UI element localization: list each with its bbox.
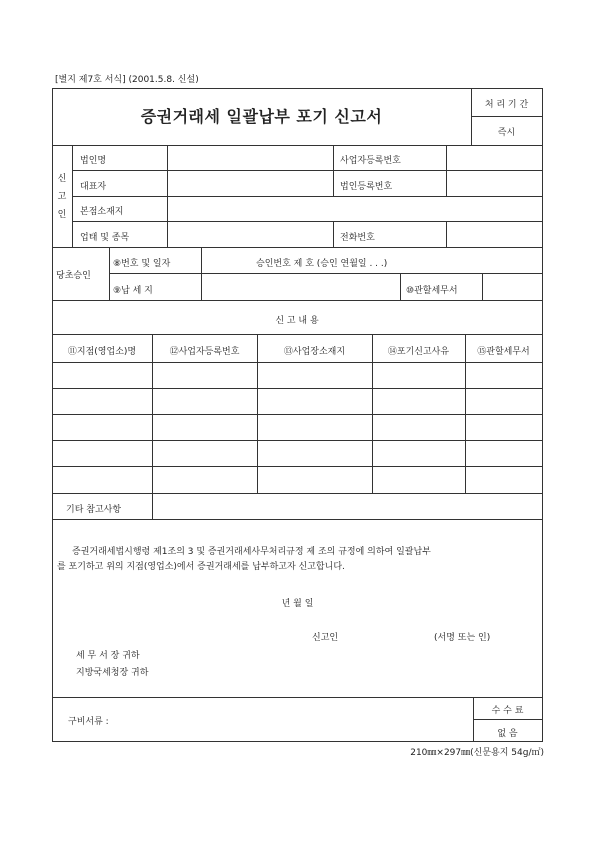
frame-right [542,88,543,742]
report-cell-reason[interactable] [375,417,462,438]
report-cell-tax-office[interactable] [468,391,539,412]
applicant-row-line-2 [72,196,542,197]
report-row-line-2 [52,414,543,415]
payment-place-label: ⑨납 세 지 [113,286,153,296]
business-reg-field[interactable] [449,148,539,168]
report-cell-branch[interactable] [55,417,149,438]
tax-office-label: ⑩관할세무서 [406,286,458,296]
approval-section-label: 당초승인 [56,271,91,281]
hq-address-field[interactable] [170,199,539,219]
report-cell-business-reg[interactable] [155,469,254,491]
report-section-title: 신 고 내 용 [275,316,319,326]
report-cell-address[interactable] [260,417,369,438]
declaration-line-1: 증권거래세법시행령 제1조의 3 및 증권거래세사무처리규정 제 조의 규정에 의하여 일괄납부 [72,547,431,557]
reporter-label: 신고인 [312,633,339,643]
report-col-branch: ⑪지점(영업소)명 [67,347,137,357]
corp-name-field[interactable] [170,148,330,168]
processing-period-value: 즉시 [497,128,516,138]
other-notes-label: 기타 참고사항 [66,505,122,515]
fee-value: 없 음 [497,729,518,739]
approval-label-divider [201,247,202,301]
report-title-bottom [52,334,543,335]
applicant-mid-divider-b [333,221,334,247]
processing-divider [471,116,542,117]
report-cell-address[interactable] [260,469,369,491]
report-cell-tax-office[interactable] [468,417,539,438]
report-cell-tax-office[interactable] [468,365,539,386]
declaration-line-2: 를 포기하고 위의 지점(영업소)에서 증권거래세를 납부하고자 신고합니다. [57,562,345,572]
paper-spec: 210㎜×297㎜(신문용지 54g/㎡) [410,748,544,758]
report-row-line-3 [52,440,543,441]
other-notes-field[interactable] [155,496,539,517]
report-cell-tax-office[interactable] [468,469,539,491]
report-cell-reason[interactable] [375,443,462,464]
frame-bottom [52,741,543,742]
report-cell-business-reg[interactable] [155,417,254,438]
report-header-bottom [52,362,543,363]
approval-tax-office-left [400,273,401,301]
phone-label: 전화번호 [340,233,375,243]
tax-office-field[interactable] [485,276,539,298]
signature-label: (서명 또는 인) [434,633,491,643]
report-cell-address[interactable] [260,443,369,464]
phone-field[interactable] [449,224,539,244]
report-cell-branch[interactable] [55,469,149,491]
representative-label: 대표자 [80,182,107,192]
approval-section-bottom [52,300,543,301]
applicant-row-line-3 [72,221,542,222]
documents-label: 구비서류 : [68,717,109,727]
other-notes-bottom [52,519,543,520]
applicant-label-divider [167,145,168,247]
form-reference: [별지 제7호 서식] (2001.5.8. 신설) [55,75,199,85]
approval-number-text: 승인번호 제 호 (승인 연월일 . . .) [256,259,388,269]
report-col-reason: ⑭포기신고사유 [387,347,450,357]
report-cell-branch[interactable] [55,391,149,412]
applicant-section-bottom [52,247,543,248]
applicant-section-label [52,170,72,224]
processing-period-label: 처 리 기 간 [484,100,529,110]
report-table-bottom [52,493,543,494]
applicant-row-line-1 [72,170,542,171]
fee-mid-line [473,719,542,720]
report-cell-business-reg[interactable] [155,443,254,464]
applicant-char-2: 고 [57,192,67,202]
corp-name-label: 법인명 [80,156,107,166]
other-notes-divider [152,493,153,519]
business-type-label: 업태 및 종목 [80,233,130,243]
approval-row-line [109,273,542,274]
report-cell-reason[interactable] [375,469,462,491]
title-bottom-line [52,145,543,146]
report-cell-branch[interactable] [55,365,149,386]
applicant-right-divider-b [446,221,447,247]
applicant-char-3: 인 [57,210,67,220]
report-col-business-reg: ⑫사업자등록번호 [169,347,240,357]
approval-tax-office-right [482,273,483,301]
report-row-line-4 [52,466,543,467]
applicant-char-1: 신 [57,174,67,184]
corp-reg-label: 법인등록번호 [340,182,393,192]
report-cell-reason[interactable] [375,391,462,412]
corp-reg-field[interactable] [449,173,539,193]
form-title: 증권거래세 일괄납부 포기 신고서 [140,107,383,126]
declaration-date: 년 월 일 [281,599,314,609]
representative-field[interactable] [170,173,330,193]
report-col-address: ⑬사업장소재지 [283,347,346,357]
report-cell-address[interactable] [260,365,369,386]
footer-top-line [52,697,543,698]
hq-address-label: 본점소재지 [80,207,124,217]
report-cell-branch[interactable] [55,443,149,464]
business-type-field[interactable] [170,224,330,244]
report-col-tax-office: ⑮관할세무서 [477,347,530,357]
payment-place-field[interactable] [204,276,397,298]
report-cell-business-reg[interactable] [155,365,254,386]
report-cell-tax-office[interactable] [468,443,539,464]
frame-top [52,88,543,89]
applicant-right-divider-a [446,145,447,196]
approval-section-divider [109,247,110,301]
report-cell-address[interactable] [260,391,369,412]
report-cell-business-reg[interactable] [155,391,254,412]
report-row-line-1 [52,388,543,389]
number-date-label: ⑧번호 및 일자 [113,259,171,269]
business-reg-label: 사업자등록번호 [340,156,401,166]
report-cell-reason[interactable] [375,365,462,386]
fee-label: 수 수 료 [491,706,524,716]
applicant-mid-divider-a [333,145,334,196]
recipient-regional-office: 지방국세청장 귀하 [76,668,149,678]
recipient-tax-office: 세 무 서 장 귀하 [76,651,140,661]
